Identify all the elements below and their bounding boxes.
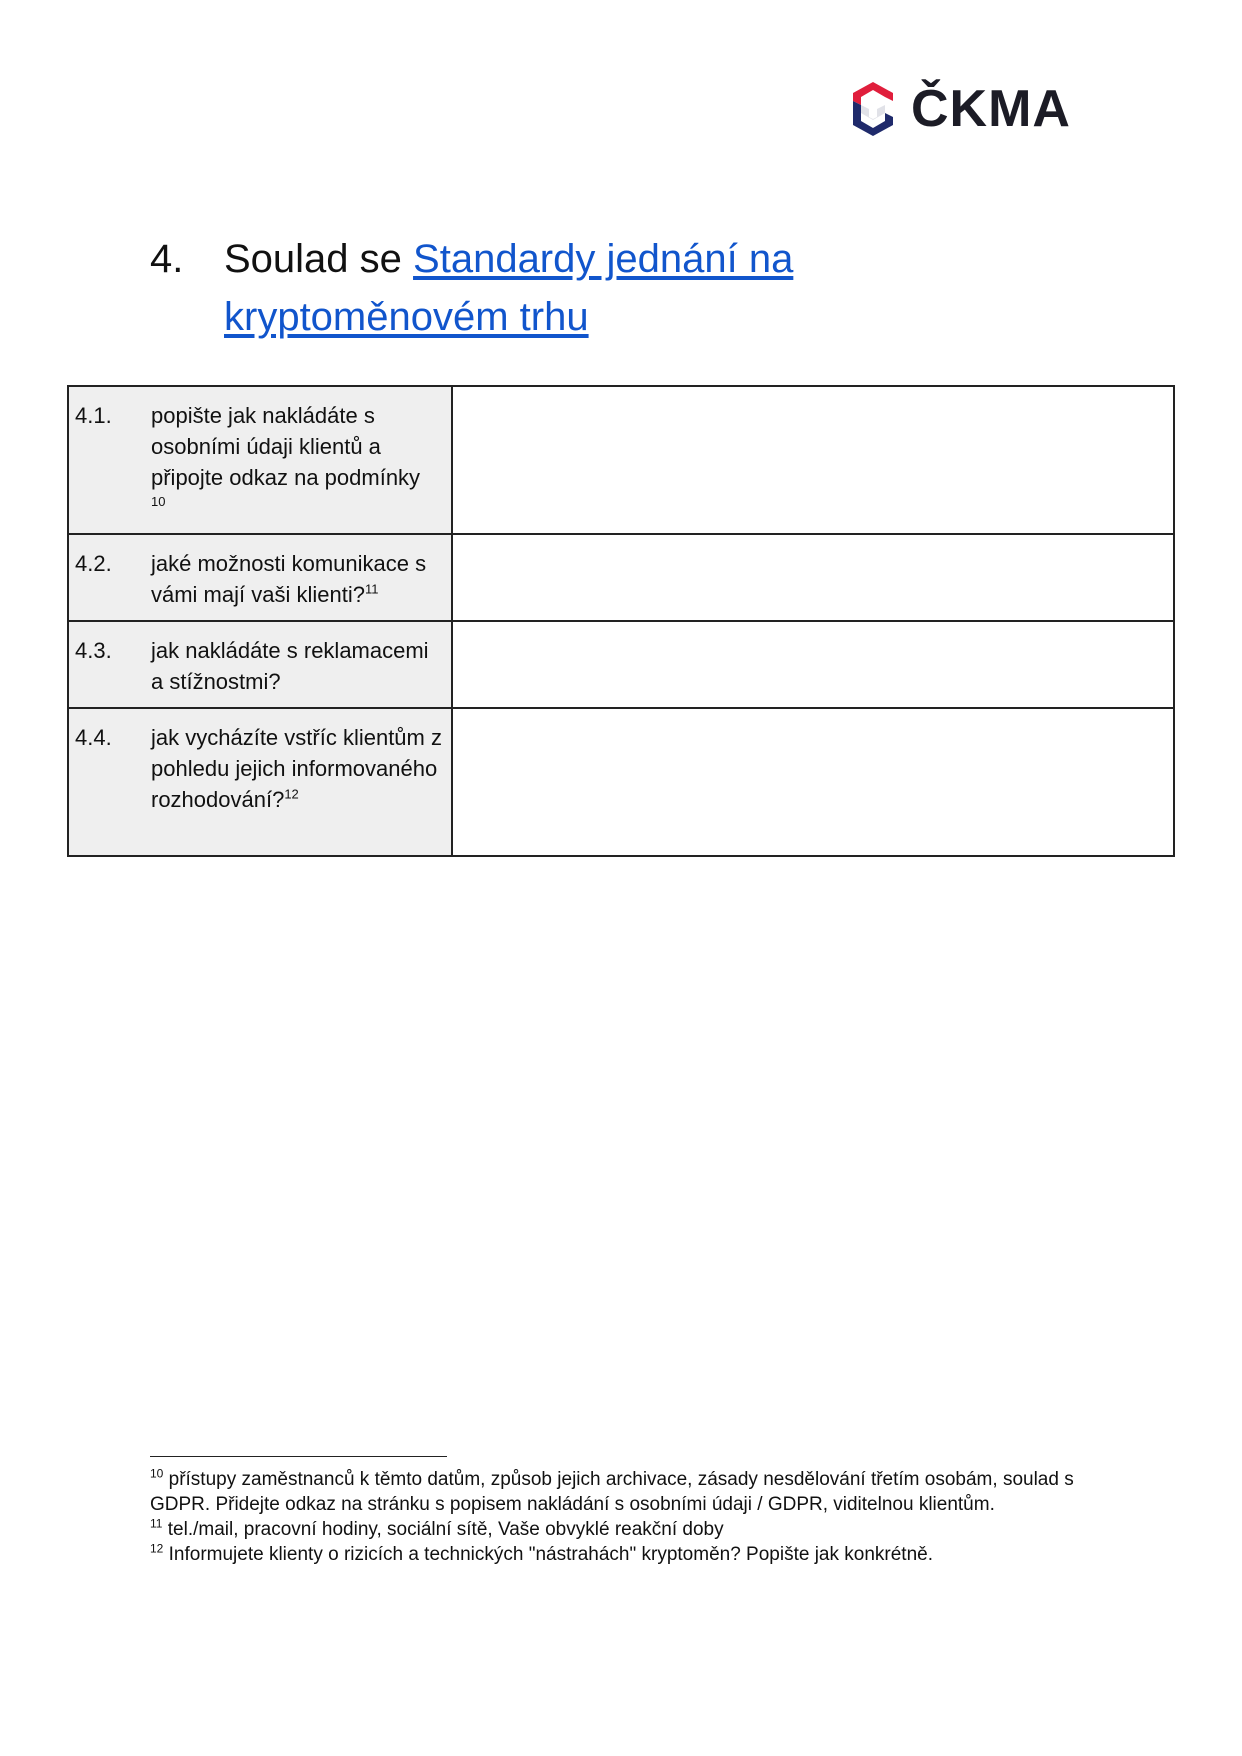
section-title-prefix: Soulad se (224, 237, 414, 281)
section-number: 4. (150, 237, 184, 281)
question-label: jaké možnosti komunikace s vámi mají vaši klienti? (151, 551, 427, 607)
footnote-number: 10 (150, 1466, 164, 1481)
footnote-divider (150, 1456, 447, 1457)
footnote-text: přístupy zaměstnanců k těmto datům, způsob jejich archivace, zásady nesdělování třetím osobám, soulad s GDPR. Přidejte odkaz na stránku s popisem nakládání s osobními údaji / GDPR, viditelnou klientům. (150, 1469, 1074, 1515)
footnotes (150, 1456, 1090, 1567)
section-title (224, 230, 924, 346)
footnote-item (150, 1542, 1090, 1567)
brand-logo (845, 76, 1071, 142)
footnote-item (150, 1517, 1090, 1542)
answer-cell[interactable] (452, 534, 1174, 621)
question-text (151, 548, 443, 610)
footnote-number: 11 (150, 1516, 163, 1531)
table-row (68, 386, 1174, 534)
question-text (151, 722, 443, 815)
question-cell (68, 386, 452, 534)
question-label: jak vycházíte vstříc klientům z pohledu jejich informovaného rozhodování? (151, 725, 442, 812)
footnote-ref[interactable]: 11 (364, 581, 379, 597)
section-heading (150, 230, 924, 346)
question-number: 4.2. (75, 551, 112, 576)
table-row (68, 621, 1174, 708)
standards-link-line2: kryptoměnovém trhu (224, 295, 589, 339)
ckma-logo-icon (845, 76, 901, 142)
question-cell (68, 534, 452, 621)
question-label: popište jak nakládáte s osobními údaji klientů a připojte odkaz na podmínky (151, 403, 421, 490)
standards-link-line1: Standardy jednání na (413, 237, 794, 281)
footnote-text: Informujete klienty o rizicích a technických "nástrahách" kryptoměn? Popište jak konkrétně. (163, 1544, 933, 1565)
brand-name: ČKMA (911, 80, 1071, 138)
footnote-item (150, 1467, 1090, 1517)
answer-cell[interactable] (452, 621, 1174, 708)
question-number: 4.3. (75, 638, 112, 663)
footnote-text: tel./mail, pracovní hodiny, sociální sítě, Vaše obvyklé reakční doby (162, 1519, 724, 1540)
answer-cell[interactable] (452, 708, 1174, 856)
table-row (68, 534, 1174, 621)
table-row (68, 708, 1174, 856)
question-cell (68, 708, 452, 856)
questions-table (67, 385, 1175, 857)
answer-cell[interactable] (452, 386, 1174, 534)
footnote-ref[interactable]: 12 (284, 786, 299, 802)
question-label: jak nakládáte s reklamacemi a stížnostmi? (151, 638, 429, 694)
footnote-ref[interactable]: 10 (151, 494, 166, 509)
question-cell (68, 621, 452, 708)
question-number: 4.4. (75, 725, 112, 750)
footnote-number: 12 (150, 1541, 164, 1556)
question-number: 4.1. (75, 403, 112, 428)
question-text (151, 400, 443, 511)
question-text (151, 635, 443, 697)
